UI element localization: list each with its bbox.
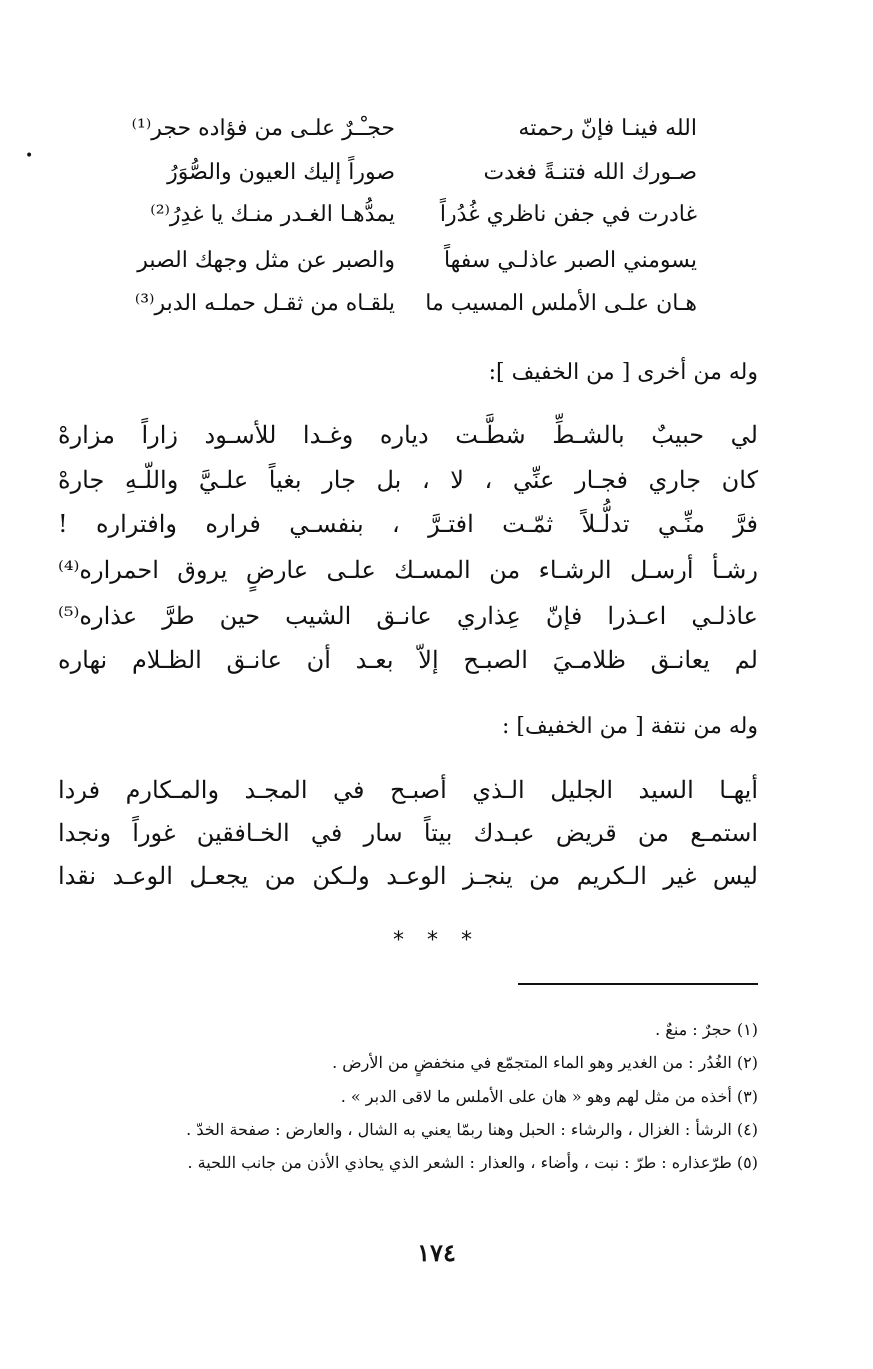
section-heading-1: وله من أخرى [ من الخفيف ]:	[488, 360, 758, 385]
poem2-line6: لم يعانـق ظلامـيَ الصبـح إلاّ بعـد أن عانـق الظـلام نهاره	[58, 646, 758, 674]
poem3-line1: أيهـا السيد الجليل الـذي أصبـح في المجـد والمـكارم فردا	[58, 776, 758, 804]
poem1-line2-left: صوراً إليك العيون والصُّوَرُ	[167, 160, 395, 185]
footnote-2: (٢) الغُدُر : من الغدير وهو الماء المتجمّع في منخفضٍ من الأرض .	[332, 1053, 758, 1072]
section-divider-stars: * * *	[393, 928, 480, 953]
poem1-line4-right: يسومني الصبر عاذلـي سفهاً	[443, 248, 697, 273]
poem1-line1-left: حجـْـرٌ علـى من فؤاده حجر⁽¹⁾	[131, 116, 395, 141]
footnote-5: (٥) طرّعذاره : طرّ : نبت ، وأضاء ، والعذار : الشعر الذي يحاذي الأذن من جانب اللحية .	[187, 1153, 758, 1172]
page-number: ١٧٤	[417, 1238, 456, 1267]
poem3-line3: ليس غير الـكريم من ينجـز الوعـد ولـكن من يجعـل الوعـد نقدا	[58, 862, 758, 890]
footnote-1: (١) حجرٌ : منعٌ .	[655, 1020, 758, 1039]
poem1-line1-right: الله فينـا فإنّ رحمته	[518, 116, 697, 141]
footnote-4: (٤) الرشأ : الغزال ، والرشاء : الحبل وهنا ربمّا يعني به الشال ، والعارض : صفحة الخدّ .	[186, 1120, 758, 1139]
poem1-line2-right: صـورك الله فتنـةً فغدت	[483, 160, 697, 185]
poem2-line2: كان جاري فجـار عنِّي ، لا ، بل جار بغياً علـيَّ واللّـهِ جارهْ	[58, 466, 758, 494]
poem2-line1: لي حبيبٌ بالشـطِّ شطَّـت دياره وغـدا للأسـود زاراً مزارهْ	[58, 421, 758, 449]
poem1-line3-right: غادرت في جفن ناظري غُدُراً	[439, 202, 697, 227]
poem1-line5-right: هـان علـى الأملس المسيب ما	[425, 291, 697, 316]
footnote-3: (٣) أخذه من مثل لهم وهو « هان على الأملس ما لاقى الدبر » .	[340, 1087, 758, 1106]
poem3-line2: استمـع من قريض عبـدك بيتاً سار في الخـافقين غوراً ونجدا	[58, 819, 758, 847]
section-heading-2: وله من نتفة [ من الخفيف] :	[502, 714, 758, 739]
poem2-line3: فرَّ منِّـي تدلُّـلاً ثمّـت افتـرَّ ، بنفسـي فراره وافتراره !	[58, 510, 759, 538]
poem2-line4: رشـأ أرسـل الرشـاء من المسـك علـى عارضٍ يروق احمراره⁽⁴⁾	[58, 556, 758, 584]
poem2-line5: عاذلـي اعـذرا فإنّ عِذاري عانـق الشيب حين طرَّ عذاره⁽⁵⁾	[58, 602, 758, 630]
margin-dot: •	[25, 148, 34, 164]
poem1-line5-left: يلقـاه من ثقـل حملـه الدبر⁽³⁾	[134, 291, 395, 316]
poem1-line4-left: والصبر عن مثل وجهك الصبر	[137, 248, 395, 273]
footnote-rule	[518, 983, 758, 985]
poem1-line3-left: يمدُّهـا الغـدر منـك يا غدِرُ⁽²⁾	[150, 202, 395, 227]
